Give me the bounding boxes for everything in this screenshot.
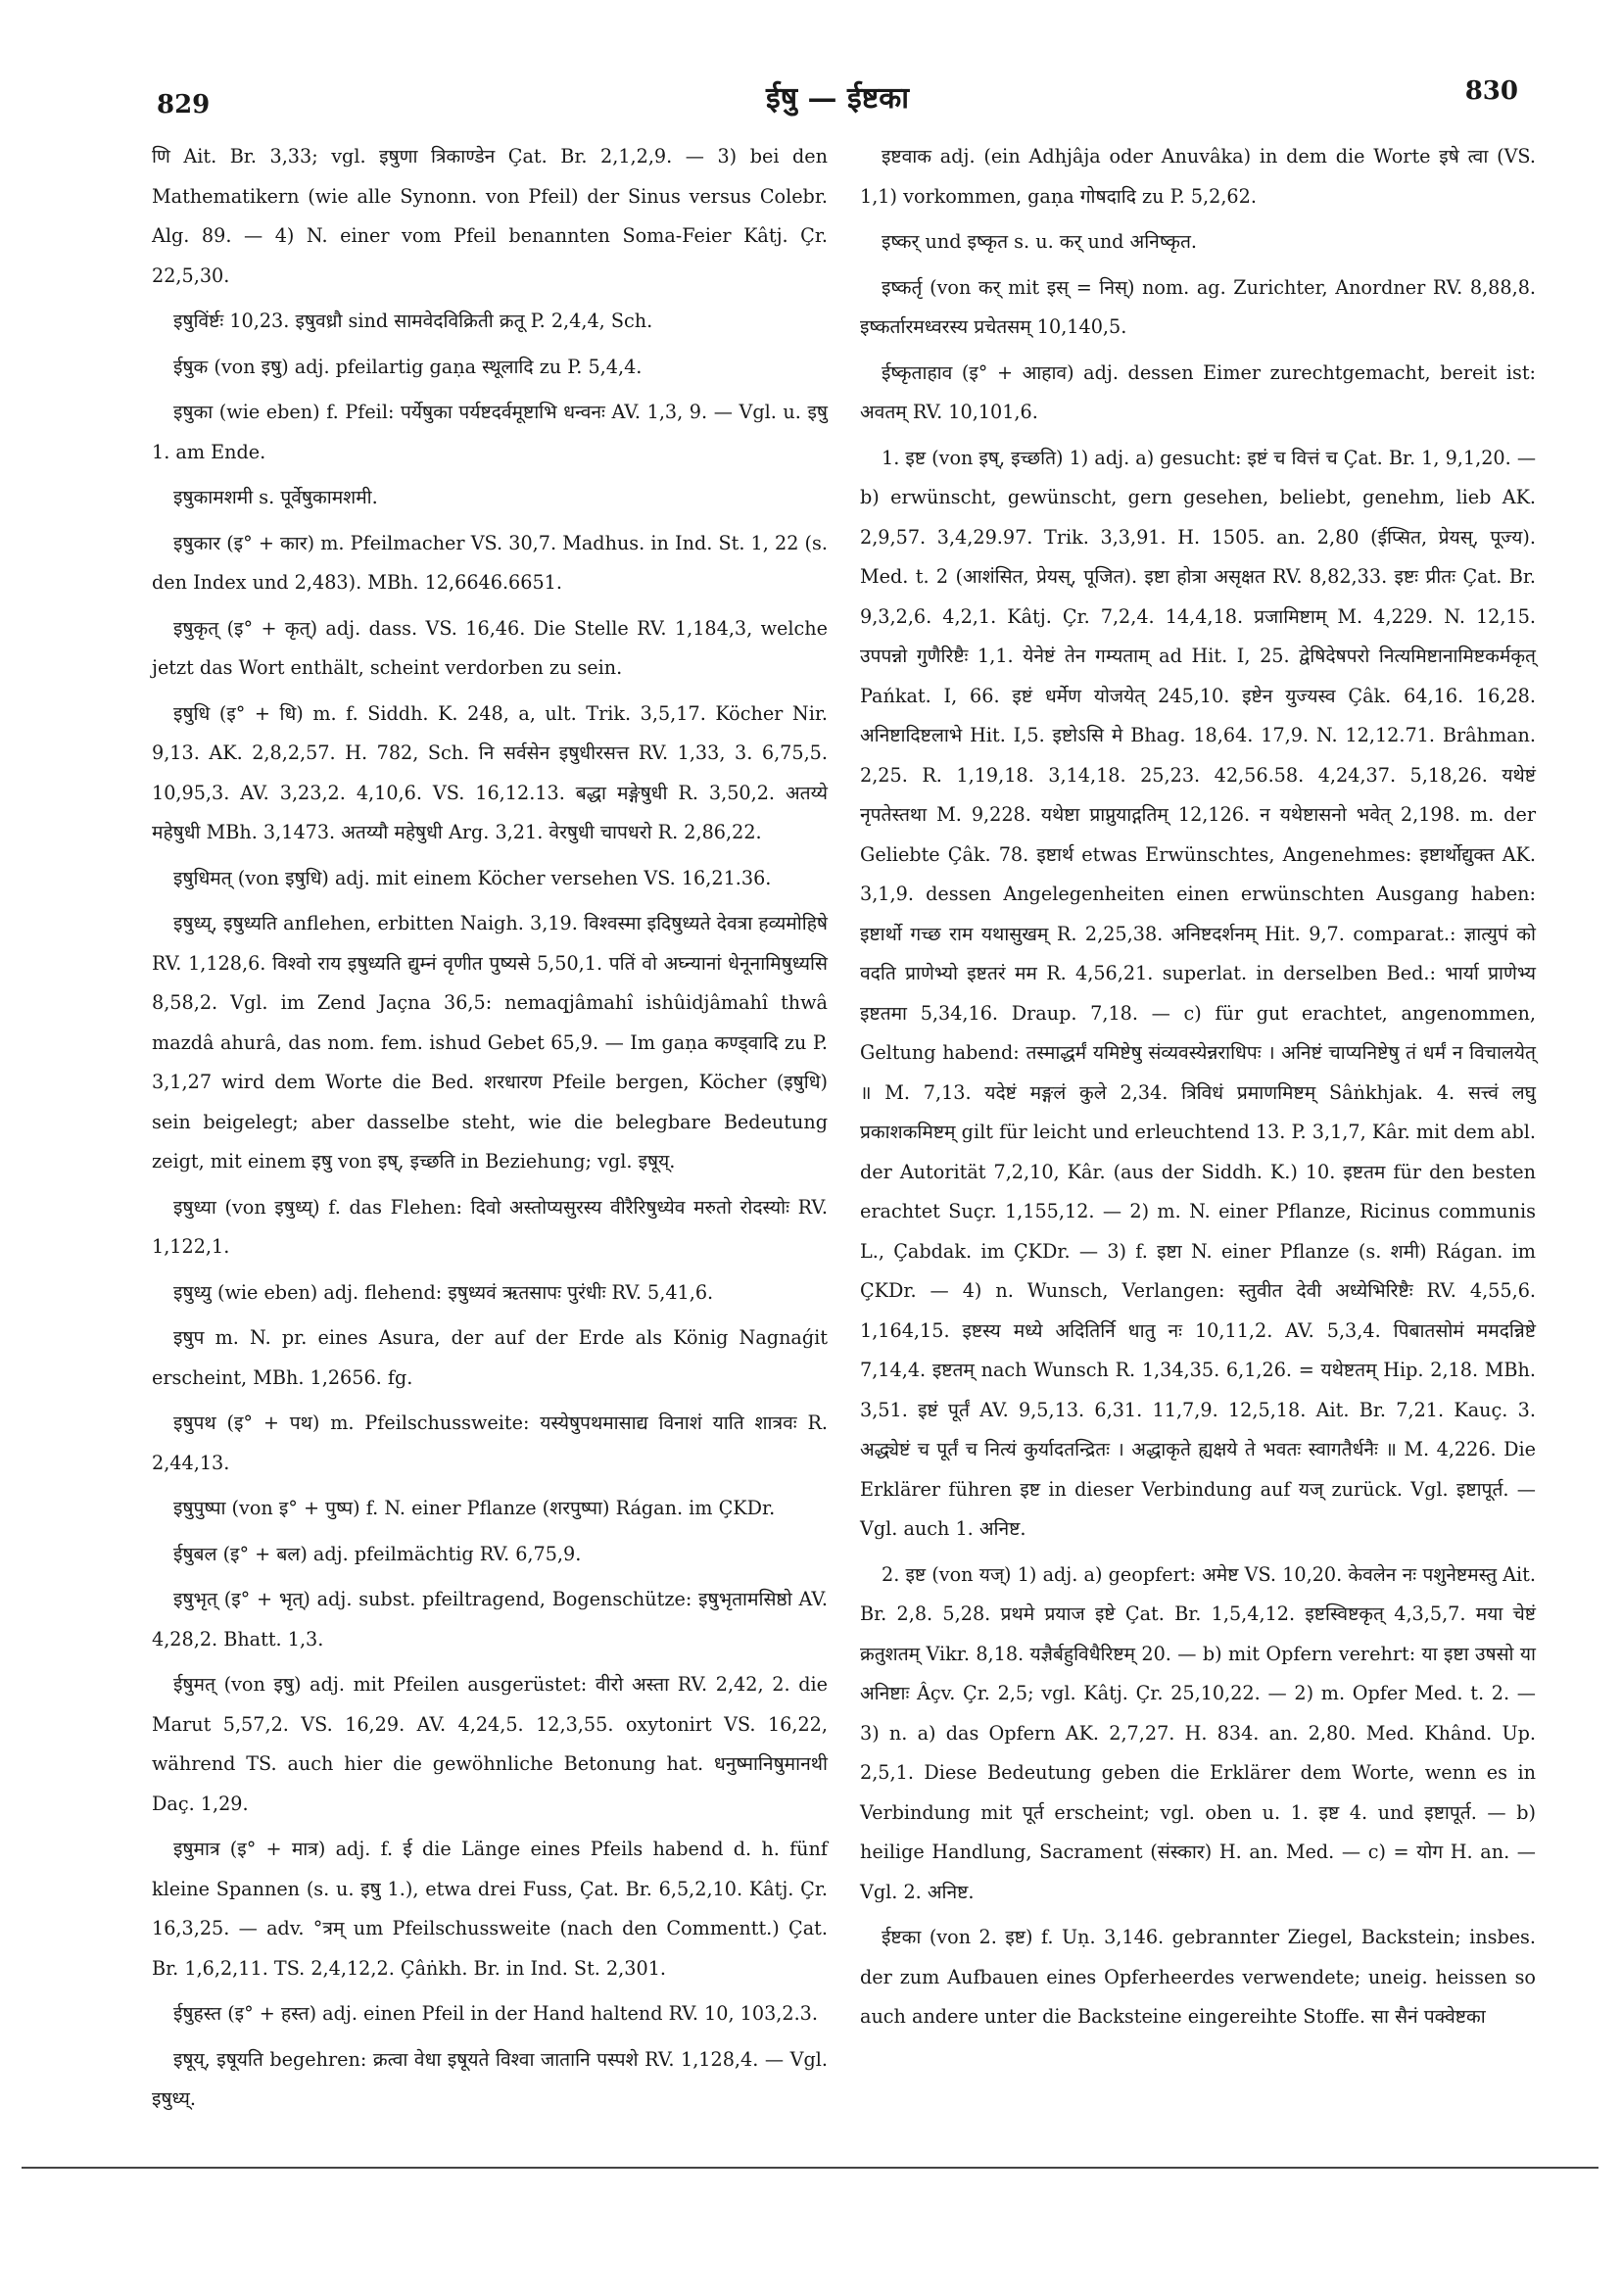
dictionary-entry: ईष्कृताहाव (इ° + आहाव) adj. dessen Eimer zurechtgemacht, bereit ist: अवतम् RV. 10,101,6. xyxy=(860,360,1536,423)
footer-rule xyxy=(22,2167,1598,2169)
dictionary-entry: इषुभृत् (इ° + भृत्) adj. subst. pfeiltragend, Bogenschütze: इषुभृतामसिष्ठो AV. 4,28,2. Bhatt. 1,3. xyxy=(152,1588,828,1650)
dictionary-entry: इषुध्या (von इषुध्य्) f. das Flehen: दिवो अस्तोप्यसुरस्य वीरैरिषुध्येव मरुतो रोदस्योः RV. 1,122,1. xyxy=(152,1195,828,1258)
dictionary-entry: इषुपथ (इ° + पथ) m. Pfeilschussweite: यस्येषुपथमासाद्य विनाशं याति शात्रवः R. 2,44,13. xyxy=(152,1411,828,1474)
dictionary-entry: इषुका (wie eben) f. Pfeil: पर्येषुका पर्यष्टदर्वमूष्टाभि धन्वनः AV. 1,3, 9. — Vgl. u. इषु 1. am Ende. xyxy=(152,401,828,463)
dictionary-entry: इषुकामशमी s. पूर्वेषुकामशमी. xyxy=(173,486,378,508)
dictionary-entry: इषुकार (इ° + कार) m. Pfeilmacher VS. 30,7. Madhus. in Ind. St. 1, 22 (s. den Index und 2,483). MBh. 12,6646.6651. xyxy=(152,531,828,594)
dictionary-entry: इषुध्यु (wie eben) adj. flehend: इषुध्यवं ऋतसापः पुरंधीः RV. 5,41,6. xyxy=(173,1280,714,1304)
dictionary-entry: इषुप m. N. pr. eines Asura, der auf der Erde als König Nagnaǵit erscheint, MBh. 1,2656. fg. xyxy=(152,1326,828,1389)
dictionary-entry: 1. इष्ट (von इष्, इच्छति) 1) adj. a) gesucht: इष्टं च वित्तं च Çat. Br. 1, 9,1,20. — b) erwünscht, gewünscht, gern gesehen, beliebt, genehm, lieb AK. 2,9,57. 3,4,29.97. Trik. 3,3,91. H. 1505. an. 2,80 (ईप्सित, प्रेयस्, पूज्य). Med. t. 2 (आशंसित, प्रेयस्, पूजित). इष्टा होत्रा असृक्षत RV. 8,82,33. इष्टः प्रीतः Çat. Br. 9,3,2,6. 4,2,1. Kâtj. Çr. 7,2,4. 14,4,18. प्रजामिष्टाम् M. 4,229. N. 12,15. उपपन्नो गुणैरिष्टैः 1,1. येनेष्टं तेन गम्यताम् ad Hit. I, 25. द्वेषिदेषपरो नित्यमिष्टानामिष्टकर्मकृत् Pańkat. I, 66. इष्टं धर्मेण योजयेत् 245,10. इष्टेन युज्यस्व Çâk. 64,16. 16,28. अनिष्टादिष्टलाभे Hit. I,5. इष्टोऽसि मे Bhag. 18,64. 17,9. N. 12,12.71. Brâhman. 2,25. R. 1,19,18. 3,14,18. 25,23. 42,56.58. 4,24,37. 5,18,26. यथेष्टं नृपतेस्तथा M. 9,228. यथेष्टा प्राप्नुयाद्गतिम् 12,126. न यथेष्टासनो भवेत् 2,198. m. der Geliebte Çâk. 78. इष्टार्थ etwas Erwünschtes, Angenehmes: इष्टार्थोद्युक्त AK. 3,1,9. dessen Angelegenheiten einen erwünschten Ausgang haben: इष्टार्थो गच्छ राम यथासुखम् R. 2,25,38. अनिष्टदर्शनम् Hit. 9,7. comparat.: ज्ञात्युपं को वदति प्राणेभ्यो इष्टतरं मम R. 4,56,21. superlat. in derselben Bed.: भार्या प्राणेभ्य इष्टतमा 5,34,16. Draup. 7,18. — c) für gut erachtet, angenommen, Geltung habend: तस्माद्धर्मं यमिष्टेषु संव्यवस्येन्नराधिपः । अनिष्टं चाप्यनिष्टेषु तं धर्मं न विचालयेत् ॥ M. 7,13. यदेष्टं मङ्गलं कुले 2,34. त्रिविधं प्रमाणमिष्टम् Sâṅkhjak. 4. सत्त्वं लघु प्रकाशकमिष्टम् gilt für leicht und erleuchtend 13. P. 3,1,7, Kâr. mit dem abl. der Autorität 7,2,10, Kâr. (aus der Siddh. K.) 10. इष्टतम für den besten erachtet Suçr. 1,155,12. — 2) m. N. einer Pflanze, Ricinus communis L., Çabdak. im ÇKDr. — 3) f. इष्टा N. einer Pflanze (s. शमी) Rágan. im ÇKDr. — 4) n. Wunsch, Verlangen: स्तुवीत देवी अध्येभिरिष्टैः RV. 4,55,6. 1,164,15. इष्टस्य मध्ये अदितिर्नि धातु नः 10,11,2. AV. 5,3,4. पिबातसोमं ममदन्निष्टे 7,14,4. इष्टतम् nach Wunsch R. 1,34,35. 6,1,26. = यथेष्टतम् Hip. 2,18. MBh. 3,51. इष्टं पूर्तं AV. 9,5,13. 6,31. 11,7,9. 12,5,18. Ait. Br. 7,21. Kauç. 3. अद्ध्येष्टं च पूर्तं च नित्यं कुर्यादतन्द्रितः । अद्धाकृते ह्यक्षये ते भवतः स्वागतैर्धनैः ॥ M. 4,226. Die Erklärer führen इष्ट in dieser Verbindung auf यज् zurück. Vgl. इष्टापूर्त. — Vgl. auch 1. अनिष्ट. xyxy=(860,446,1537,1540)
dictionary-entry: इष्कर्तृ (von कर् mit इस् = निस्) nom. ag. Zurichter, Anordner RV. 8,88,8. इष्कर्तारमध्वरस्य प्रचेतसम् 10,140,5. xyxy=(860,275,1536,338)
left-column xyxy=(152,137,828,2126)
right-column xyxy=(860,137,1536,2043)
dictionary-entry: इषुधिमत् (von इषुधि) adj. mit einem Köcher versehen VS. 16,21.36. xyxy=(173,866,772,889)
dictionary-entry: इषुविंर्ष्टः 10,23. इषुवध्रौ sind सामवेदविक्रिती क्रतू P. 2,4,4, Sch. xyxy=(173,310,653,332)
dictionary-entry: इषुध्य्, इषुध्यति anflehen, erbitten Naigh. 3,19. विश्वस्मा इदिषुध्यते देवत्रा हव्यमोहिषे RV. 1,128,6. विश्वो राय इषुध्यति द्युम्नं वृणीत पुष्यसे 5,50,1. पतिं वो अघ्न्यानां धेनूनामिषुध्यसि 8,58,2. Vgl. im Zend Jaçna 36,5: nemaqjâmahî ishûidjâmahî thwâ mazdâ ahurâ, das nom. fem. ishud Gebet 65,9. — Im gaṇa कण्ड्वादि zu P. 3,1,27 wird dem Worte die Bed. शरधारण Pfeile bergen, Köcher (इषुधि) sein beigelegt; aber dasselbe steht, wie die belegbare Bedeutung zeigt, mit einem इषु von इष्, इच्छति in Beziehung; vgl. इषूय्. xyxy=(152,912,828,1172)
dictionary-entry: इषुधि (इ° + धि) m. f. Siddh. K. 248, a, ult. Trik. 3,5,17. Köcher Nir. 9,13. AK. 2,8,2,57. H. 782, Sch. नि सर्वसेन इषुधीरसत्त RV. 1,33, 3. 6,75,5. 10,95,3. AV. 3,23,2. 4,10,6. VS. 16,12.13. बद्धा मङ्गेषुधी R. 3,50,2. अतय्ये महेषुधी MBh. 3,1473. अतय्यौ महेषुधी Arg. 3,21. वेरषुधी चापधरो R. 2,86,22. xyxy=(152,701,828,843)
running-head: ईषु — ईष्टका xyxy=(765,81,910,116)
dictionary-entry: इषुमात्र (इ° + मात्र) adj. f. ई die Länge eines Pfeils habend d. h. fünf kleine Spannen (s. u. इषु 1.), etwa drei Fuss, Çat. Br. 6,5,2,10. Kâtj. Çr. 16,3,25. — adv. °त्रम् um Pfeilschussweite (nach den Commentt.) Çat. Br. 1,6,2,11. TS. 2,4,12,2. Çâṅkh. Br. in Ind. St. 2,301. xyxy=(152,1838,828,1980)
dictionary-entry: ईषुबल (इ° + बल) adj. pfeilmächtig RV. 6,75,9. xyxy=(173,1542,582,1565)
page-header xyxy=(157,69,1518,127)
dictionary-entry: इष्कर् und इष्कृत s. u. कर् und अनिष्कृत. xyxy=(882,230,1197,253)
dictionary-entry: इषुकृत् (इ° + कृत्) adj. dass. VS. 16,46. Die Stelle RV. 1,184,3, welche jetzt das Wort enthält, scheint verdorben zu sein. xyxy=(152,616,828,679)
dictionary-entry: 2. इष्ट (von यज्) 1) adj. a) geopfert: अमेष्ट VS. 10,20. केवलेन नः पशुनेष्टमस्तु Ait. Br. 2,8. 5,28. प्रथमे प्रयाज इष्टे Çat. Br. 1,5,4,12. इष्टस्विष्टकृत् 4,3,5,7. मया चेष्टं क्रतुशतम् Vikr. 8,18. यज्ञैर्बहुविधैरिष्टम् 20. — b) mit Opfern verehrt: या इष्टा उषसो या अनिष्टाः Âçv. Çr. 2,5; vgl. Kâtj. Çr. 25,10,22. — 2) m. Opfer Med. t. 2. — 3) n. a) das Opfern AK. 2,7,27. H. 834. an. 2,80. Med. Khând. Up. 2,5,1. Diese Bedeutung geben die Erklärer dem Worte, wenn es in Verbindung mit पूर्त erscheint; vgl. oben u. 1. इष्ट 4. und इष्टापूर्त. — b) heilige Handlung, Sacrament (संस्कार) H. an. Med. — c) = योग H. an. — Vgl. 2. अनिष्ट. xyxy=(860,1562,1536,1903)
dictionary-entry: इषूय्, इषूयति begehren: क्रत्वा वेधा इषूयते विश्वा जातानि पस्पशे RV. 1,128,4. — Vgl. इषुध्य्. xyxy=(152,2047,828,2110)
dictionary-entry: इषुपुष्पा (von इ° + पुष्प) f. N. einer Pflanze (शरपुष्पा) Rágan. im ÇKDr. xyxy=(173,1497,776,1519)
page-number-left: 829 xyxy=(157,90,211,120)
dictionary-entry: ईषुक (von इषु) adj. pfeilartig gaṇa स्थूलादि zu P. 5,4,4. xyxy=(173,355,643,378)
dictionary-entry: ईषुहस्त (इ° + हस्त) adj. einen Pfeil in der Hand haltend RV. 10, 103,2.3. xyxy=(173,2002,818,2025)
dictionary-entry: ईष्टका (von 2. इष्ट) f. Uṇ. 3,146. gebrannter Ziegel, Backstein; insbes. der zum Aufbauen eines Opferheerdes verwendete; uneig. heissen so auch andere unter die Backsteine eingereihte Stoffe. सा सैनं पक्वेष्टका xyxy=(860,1926,1536,2028)
dictionary-entry: ईषुमत् (von इषु) adj. mit Pfeilen ausgerüstet: वीरो अस्ता RV. 2,42, 2. die Marut 5,57,2. VS. 16,29. AV. 4,24,5. 12,3,55. oxytonirt VS. 16,22, während TS. auch hier die gewöhnliche Betonung hat. धनुष्मानिषुमानथी Daç. 1,29. xyxy=(152,1673,828,1815)
dictionary-entry: णि Ait. Br. 3,33; vgl. इषुणा त्रिकाण्डेन Çat. Br. 2,1,2,9. — 3) bei den Mathematikern (wie alle Synonn. von Pfeil) der Sinus versus Colebr. Alg. 89. — 4) N. einer vom Pfeil benannten Soma-Feier Kâtj. Çr. 22,5,30. xyxy=(152,145,828,287)
page-number-right: 830 xyxy=(1464,76,1518,106)
dictionary-entry: इष्टवाक adj. (ein Adhjâja oder Anuvâka) in dem die Worte इषे त्वा (VS. 1,1) vorkommen, gaṇa गोषदादि zu P. 5,2,62. xyxy=(860,145,1536,208)
